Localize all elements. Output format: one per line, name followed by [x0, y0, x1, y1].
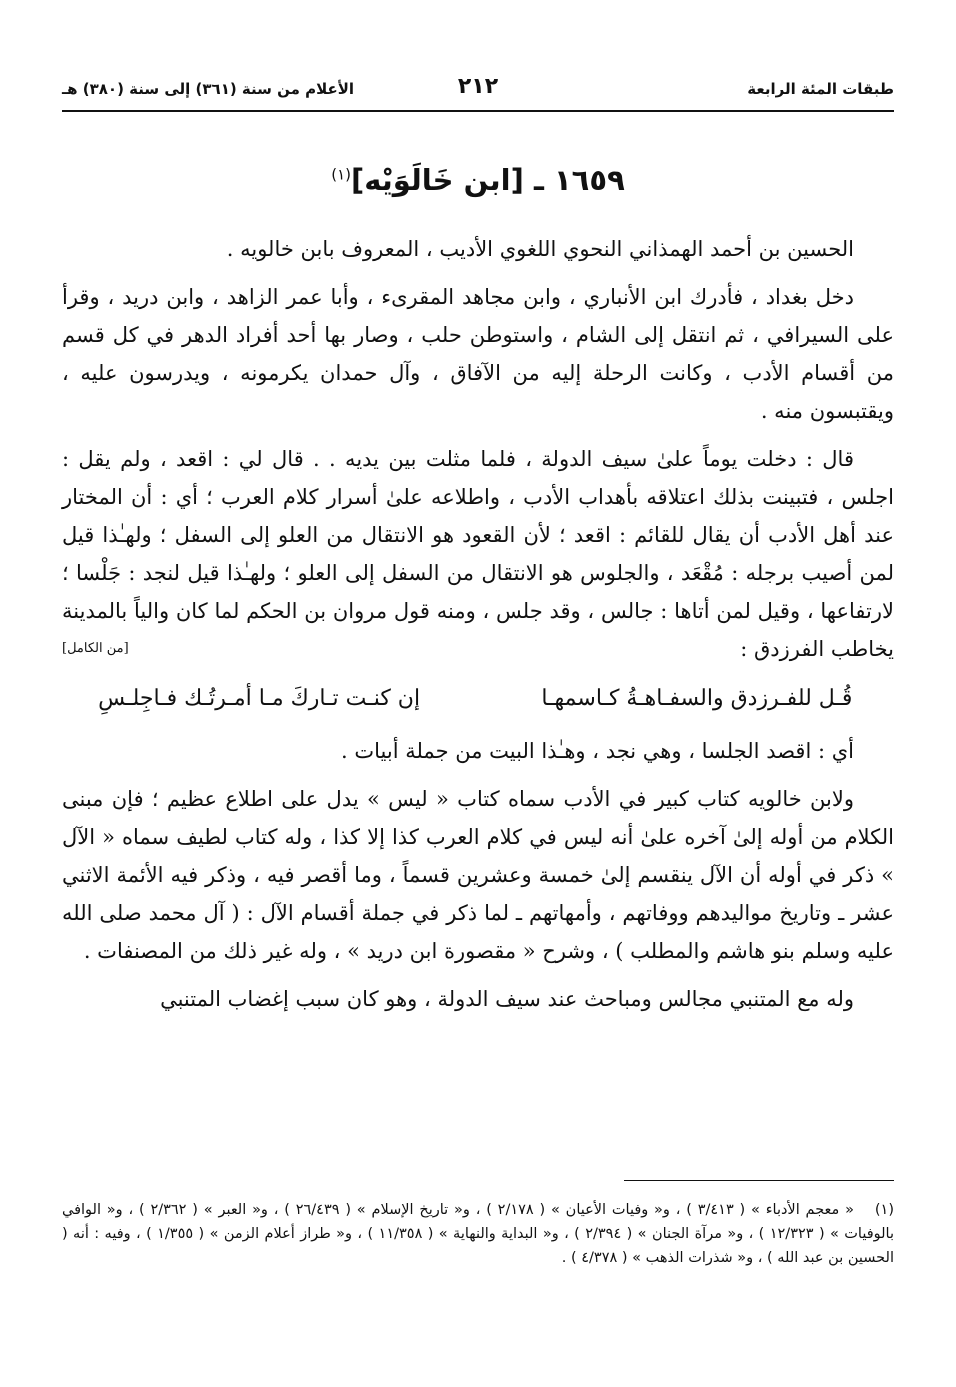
verse-first-hemistich: قُـل للفـرزدق والسفـاهـةُ كـاسمهـا	[541, 686, 853, 711]
running-header	[62, 74, 894, 104]
footnote-divider	[624, 1180, 894, 1181]
paragraph-identity: الحسين بن أحمد الهمذاني النحوي اللغوي الأديب ، المعروف بابن خالويه .	[226, 237, 854, 261]
paragraph-works: ولابن خالويه كتاب كبير في الأدب سماه كتاب « ليس » يدل على اطلاع عظيم ؛ فإن مبنى الكلام من أوله إلىٰ آخره علىٰ أنه ليس في كلام العرب كذا إلا كذا ، وله كتاب لطيف سماه « الآل » ذكر في أوله أن الآل ينقسم إلىٰ خمسة وعشرين قسماً ، وما أقصر فيه ، وذكر فيه الأئمة الاثني عشر ـ وتاريخ مواليدهم ووفاتهم ، وأمهاتهم ـ لما ذكر في جملة أقسام الآل : ( آل محمد صلى الله عليه وسلم بنو هاشم والمطلب ) ، وشرح « مقصورة ابن دريد » ، وله غير ذلك من المصنفات .	[62, 787, 894, 963]
header-divider	[62, 110, 894, 112]
page-number: ٢١٢	[457, 74, 499, 99]
header-date-range: الأعلام من سنة (٣٦١) إلى سنة (٣٨٠) هـ	[62, 80, 355, 98]
entry-title-text: ١٦٥٩ ـ [ابن خَالَوَيْه]	[350, 163, 625, 197]
meter-tag: [من الكامل]	[62, 641, 129, 656]
paragraph-anecdote-text: قال : دخلت يوماً علىٰ سيف الدولة ، فلما مثلت بين يديه . . قال لي : اقعد ، ولم يقل : اجلس ، فتبينت بذلك اعتلاقه بأهداب الأدب ، واطلاعه علىٰ أسرار كلام العرب ؛ أي : أن المختار عند أهل الأدب أن يقال للقائم : اقعد ؛ لأن القعود هو الانتقال من العلو إلى السفل ؛ ولهـٰذا قيل لمن أصيب برجله : مُقْعَد ، والجلوس هو الانتقال من السفل إلى العلو ؛ ولهـٰذا قيل لنجد : جَلْسا ؛ لارتفاعها ، وقيل لمن أتاها : جالس ، وقد جلس ، ومنه قول مروان بن الحكم لما كان والياً بالمدينة يخاطب الفرزدق :	[62, 447, 894, 661]
paragraph-mutanabbi: وله مع المتنبي مجالس ومباحث عند سيف الدولة ، وهو كان سبب إغضاب المتنبي	[160, 987, 854, 1011]
body-text	[62, 230, 894, 1028]
entry-title	[62, 163, 894, 197]
footnote-text: « معجم الأدباء » ( ٣/٤١٣ ) ، و« وفيات الأعيان » ( ٢/١٧٨ ) ، و« تاريخ الإسلام » ( ٢٦/٤٣٩ ) ، و« العبر » ( ٢/٣٦٢ ) ، و« الوافي بالوفيات » ( ١٢/٣٢٣ ) ، و« مرآة الجنان » ( ٢/٣٩٤ ) ، و« البداية والنهاية » ( ١١/٣٥٨ ) ، و« طراز أعلام الزمن » ( ١/٣٥٥ ) ، وفيه : أنه ( الحسين بن عبد الله ) ، و« شذرات الذهب » ( ٤/٣٧٨ ) .	[62, 1202, 894, 1266]
footnote-reference: (١)	[331, 165, 351, 184]
header-section-title: طبقات المئة الرابعة	[747, 80, 894, 98]
footnote	[62, 1198, 894, 1270]
paragraph-biography: دخل بغداد ، فأدرك ابن الأنباري ، وابن مجاهد المقرىء ، وأبا عمر الزاهد ، وابن دريد ، وقرأ على السيرافي ، ثم انتقل إلى الشام ، واستوطن حلب ، وصار بها أحد أفراد الدهر في كل قسم من أقسام الأدب ، وكانت الرحلة إليه من الآفاق ، وآل حمدان يكرمونه ، ويدرسون عليه ، ويقتبسون منه .	[62, 285, 894, 423]
paragraph-anecdote	[62, 440, 894, 668]
poetry-verse	[62, 678, 894, 732]
footnote-number: (١)	[874, 1202, 894, 1218]
book-page	[62, 0, 894, 1387]
verse-second-hemistich: إن كنـت تـاركَ مـا أمـرتُـك فـاجِلـسِ	[98, 686, 421, 711]
paragraph-verse-explanation: أي : اقصد الجلسا ، وهي نجد ، وهـٰذا البيت من جملة أبيات .	[341, 739, 854, 763]
